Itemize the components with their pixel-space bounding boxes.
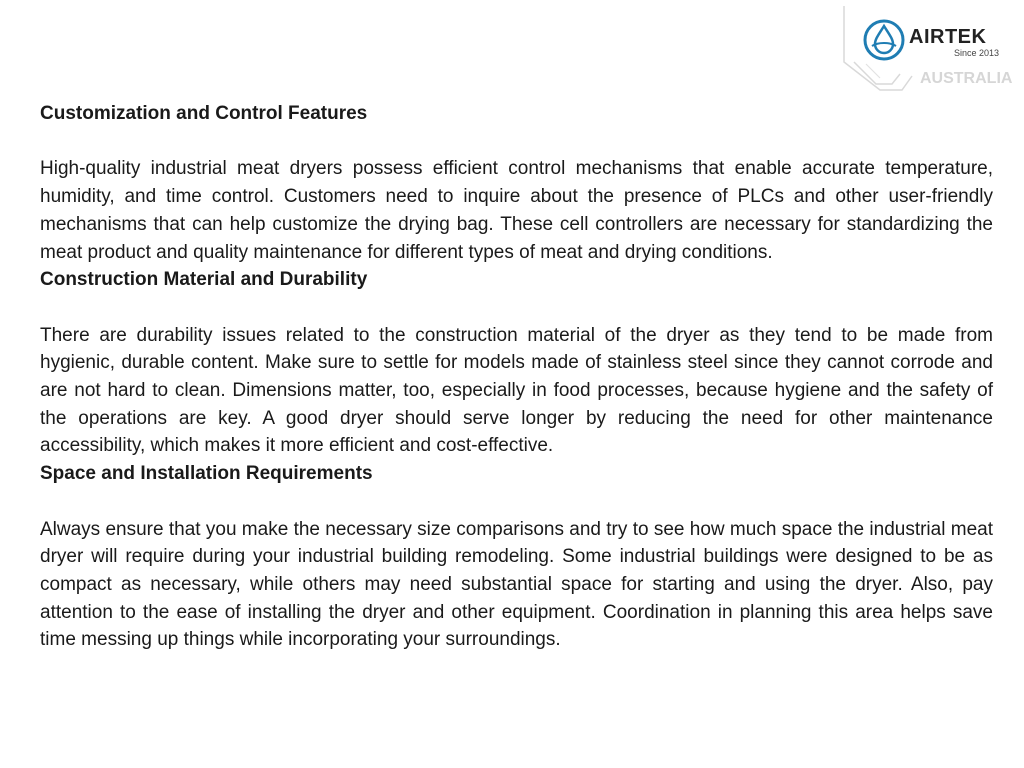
section-heading-space: Space and Installation Requirements bbox=[40, 463, 373, 485]
section-heading-customization: Customization and Control Features bbox=[40, 103, 368, 124]
section-body-construction: There are durability issues related to the construction material of the dryer as they tend to be made from hygienic, durable content. Make sure to settle for models made of stainless steel since they cannot corrode and are not hard to clean. Dimensions matter, too, especially in food processes, because hygiene and the safety of the operations are key. A good dryer should serve longer by reducing the need for other maintenance accessibility, which makes it more efficient and cost-effective. bbox=[40, 324, 993, 457]
logo-country-text: AUSTRALIA bbox=[920, 70, 1013, 87]
document-content bbox=[40, 100, 993, 654]
water-drop-icon bbox=[862, 18, 906, 62]
section-body-space: Always ensure that you make the necessary size comparisons and try to see how much space the industrial meat dryer will require during your industrial building remodeling. Some industrial buildings were designed to be as compact as necessary, while others may need substantial space for starting and using the dryer. Also, pay attention to the ease of installing the dryer and other equipment. Coordination in planning this area helps save time messing up things while incorporating your surroundings. bbox=[40, 518, 993, 651]
logo-since-text: Since 2013 bbox=[954, 48, 1000, 58]
section-heading-construction: Construction Material and Durability bbox=[40, 269, 368, 291]
logo-brand-text: AIRTEK bbox=[909, 26, 987, 48]
section-body-customization: High-quality industrial meat dryers possess efficient control mechanisms that enable accurate temperature, humidity, and time control. Customers need to inquire about the presence of PLCs and other user-friendly mechanisms that can help customize the drying bag. These cell controllers are necessary for standardizing the meat product and quality maintenance for different types of meat and drying conditions. bbox=[40, 158, 993, 263]
airtek-logo bbox=[840, 4, 1024, 92]
